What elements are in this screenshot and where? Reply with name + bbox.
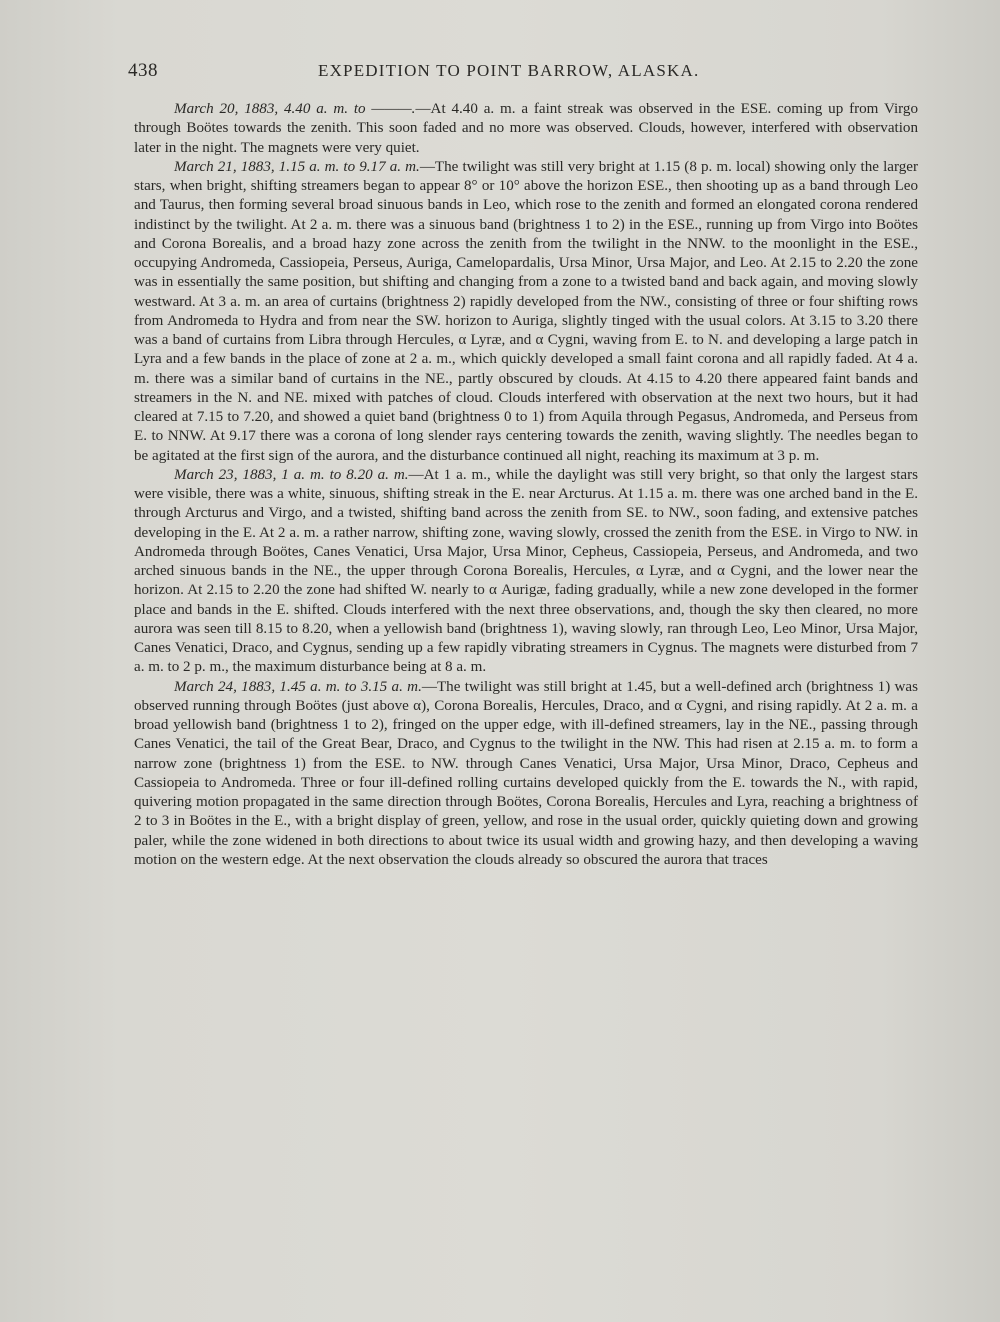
paragraph-march-20 <box>134 100 918 158</box>
entry-heading: March 23, 1883, 1 a. m. to 8.20 a. m. <box>174 466 409 483</box>
entry-text: —The twilight was still bright at 1.45, but a well-defined arch (brightness 1) was observed running through Boötes (just above α), Corona Borealis, Hercules, Draco, and α Cygni, and rising rapidly. At 2 a. m. a broad yellowish band (brightness 1 to 2), fringed on the upper edge, with ill-defined streamers, lay in the NE., passing through Canes Venatici, the tail of the Great Bear, Draco, and Cygnus to the twilight in the NW. This had risen at 2.15 a. m. to form a narrow zone (brightness 1) from the ESE. to NW. through Canes Venatici, Ursa Major, Ursa Minor, Draco, Cepheus and Cassiopeia to Andromeda. Three or four ill-defined rolling curtains developed quickly from the E. towards the N., with rapid, quivering motion propagated in the same direction through Boötes, Corona Borealis, Hercules and Lyra, reaching a brightness of 2 to 3 in Boötes in the E., with a bright display of green, yellow, and rose in the usual order, quickly quieting down and growing paler, while the zone widened in both directions to about twice its usual width and growing hazy, and then developing a waving motion on the western edge. At the next observation the clouds already so obscured the aurora that traces <box>134 678 919 868</box>
paragraph-march-21 <box>134 158 918 466</box>
entry-heading: March 24, 1883, 1.45 a. m. to 3.15 a. m. <box>174 678 422 695</box>
paragraph-march-23 <box>134 466 918 678</box>
entry-text: —At 4.40 a. m. a faint streak was observed in the ESE. coming up from Virgo through Boötes towards the zenith. This soon faded and no more was observed. Clouds, however, interfered with observation later in the night. The magnets were very quiet. <box>134 101 918 156</box>
page-header <box>128 60 918 84</box>
entry-text: —At 1 a. m., while the daylight was still very bright, so that only the largest stars were visible, there was a white, sinuous, shifting streak in the E. near Arcturus. At 1.15 a. m. there was one arched band in the E. through Arcturus and Virgo, and a twisted, shifting band across the zenith from SE. to NW., soon fading, and extensive patches developing in the E. At 2 a. m. a rather narrow, shifting zone, waving slowly, crossed the zenith from the ESE. in Virgo to NW. in Andromeda through Boötes, Canes Venatici, Ursa Major, Ursa Minor, Cepheus, Cassiopeia, Perseus, and Andromeda, and two arched sinuous bands in the NE., the upper through Corona Borealis, Hercules, α Lyræ, and α Cygni, and the lower near the horizon. At 2.15 to 2.20 the zone had shifted W. nearly to α Aurigæ, fading gradually, while a new zone developed in the former place and bands in the E. shifted. Clouds interfered with the next three observations, and, though the sky then cleared, no more aurora was seen till 8.15 to 8.20, when a yellowish band (brightness 1), waving slowly, ran through Leo, Leo Minor, Ursa Major, Canes Venatici, Draco, and Cygnus, sending up a few rapidly vibrating streamers in Cygnus. The magnets were disturbed from 7 a. m. to 2 p. m., the maximum disturbance being at 8 a. m. <box>134 466 918 676</box>
paragraph-march-24 <box>134 678 918 871</box>
entry-text: —The twilight was still very bright at 1.15 (8 p. m. local) showing only the larger stars, when bright, shifting streamers began to appear 8° or 10° above the horizon ESE., then shooting up as a band through Leo and Taurus, then forming several broad sinuous bands in Leo, which rose to the zenith and formed an elongated corona rendered indistinct by the twilight. At 2 a. m. there was a sinuous band (brightness 1 to 2) in the ESE., running up from Virgo into Boötes and Corona Borealis, and a broad hazy zone across the zenith from the twilight in the NNW. to the moonlight in the ESE., occupying Andromeda, Cassiopeia, Perseus, Auriga, Camelopardalis, Ursa Minor, Ursa Major, and Leo. At 2.15 to 2.20 the zone was in essentially the same position, but shifting and changing from a zone to a twisted band and back again, and moving slowly westward. At 3 a. m. an area of curtains (brightness 2) rapidly developed from the NW., consisting of three or four shifting rows from Andromeda to Hydra and from near the SW. horizon to Auriga, slightly tinged with the usual colors. At 3.15 to 3.20 there was a band of curtains from Libra through Hercules, α Lyræ, and α Cygni, waving from E. to N. and developing a large patch in Lyra and a few bands in the place of zone at 2 a. m., which quickly developed a small faint corona and all rapidly faded. At 4 a. m. there was a similar band of curtains in the NE., partly obscured by clouds. At 4.15 to 4.20 there appeared faint bands and streamers in the N. and NE. mixed with patches of cloud. Clouds interfered with observation at the next two hours, but it had cleared at 7.15 to 7.20, and showed a quiet band (brightness 0 to 1) from Aquila through Pegasus, Andromeda, and Perseus from E. to NNW. At 9.17 there was a corona of long slender rays centering towards the zenith, waving slightly. The needles began to be agitated at the first sign of the aurora, and the disturbance continued all night, reaching its maximum at 3 p. m. <box>134 158 918 464</box>
running-head: EXPEDITION TO POINT BARROW, ALASKA. <box>318 61 700 80</box>
body-text <box>134 100 918 870</box>
page-number: 438 <box>128 60 158 81</box>
entry-heading: March 20, 1883, 4.40 a. m. to ———. <box>174 101 416 117</box>
entry-heading: March 21, 1883, 1.15 a. m. to 9.17 a. m. <box>174 158 420 175</box>
